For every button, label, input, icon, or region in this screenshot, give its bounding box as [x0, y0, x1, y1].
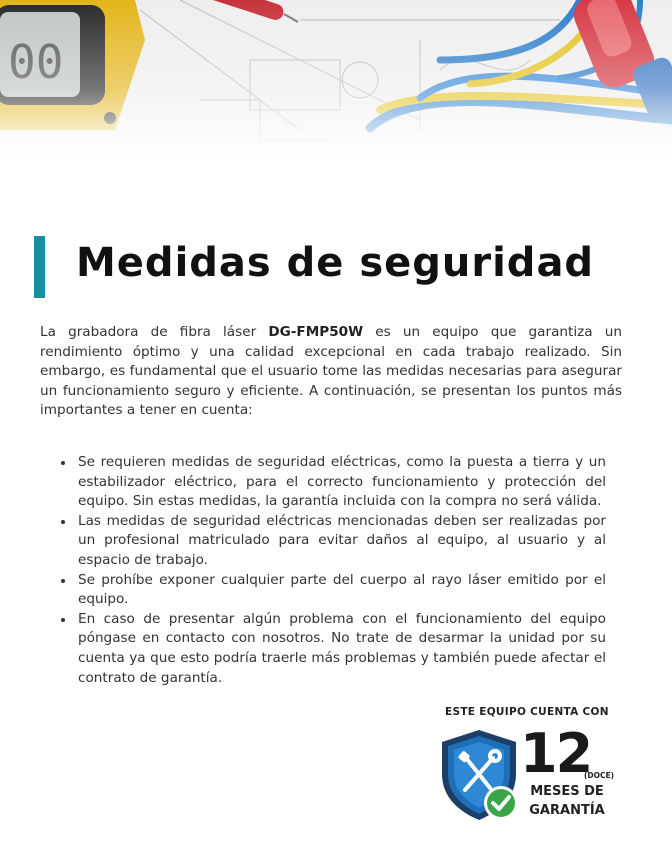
- warranty-caption: ESTE EQUIPO CUENTA CON: [445, 706, 609, 718]
- model-name: DG-FMP50W: [268, 324, 364, 340]
- bullet-icon: [61, 618, 65, 622]
- header-photo: [0, 0, 672, 160]
- bullet-icon: [61, 579, 65, 583]
- list-item-text: Las medidas de seguridad eléctricas mencionadas deben ser realizadas por un profesional matriculado para evitar daños al equipo, al usuario y al espacio de trabajo.: [78, 512, 606, 568]
- safety-list: [61, 453, 606, 688]
- list-item: [61, 453, 606, 512]
- list-item: [61, 571, 606, 610]
- warranty-number-word: (DOCE): [584, 771, 615, 780]
- bullet-icon: [61, 520, 65, 524]
- title-accent-bar: [34, 236, 45, 298]
- warranty-line-1: MESES DE: [530, 784, 604, 799]
- list-item: [61, 610, 606, 688]
- bullet-icon: [61, 461, 65, 465]
- list-item-text: Se requieren medidas de seguridad eléctricas, como la puesta a tierra y un estabilizador eléctrico, para el correcto funcionamiento y protección del equipo. Sin estas medidas, la garantía incluida con la compra no será válida.: [78, 454, 606, 510]
- page-title: Medidas de seguridad: [76, 240, 595, 286]
- list-item-text: En caso de presentar algún problema con el funcionamiento del equipo póngase en contacto con nosotros. No trate de desarmar la unidad por su cuenta ya que esto podría traerle más problemas y también puede afectar el contrato de garantía.: [78, 610, 606, 686]
- list-item-text: Se prohíbe exponer cualquier parte del cuerpo al rayo láser emitido por el equipo.: [78, 571, 606, 608]
- check-icon: [482, 784, 520, 822]
- warranty-line-2: GARANTÍA: [529, 803, 605, 818]
- list-item: [61, 512, 606, 571]
- shield-icon: [438, 728, 520, 822]
- intro-text-end: es un equipo que garantiza un rendimiento óptimo y una calidad excepcional en cada trabajo realizado. Sin embargo, es fundamental que el usuario tome las medidas necesarias para asegurar un funcionamiento seguro y eficiente. A continuación, se presentan los puntos más importantes a tener en cuenta:: [40, 324, 623, 419]
- warranty-months-number: 12: [520, 722, 592, 785]
- warranty-label: [520, 782, 614, 820]
- intro-text-start: La grabadora de fibra láser: [40, 324, 269, 340]
- intro-paragraph: [40, 323, 622, 421]
